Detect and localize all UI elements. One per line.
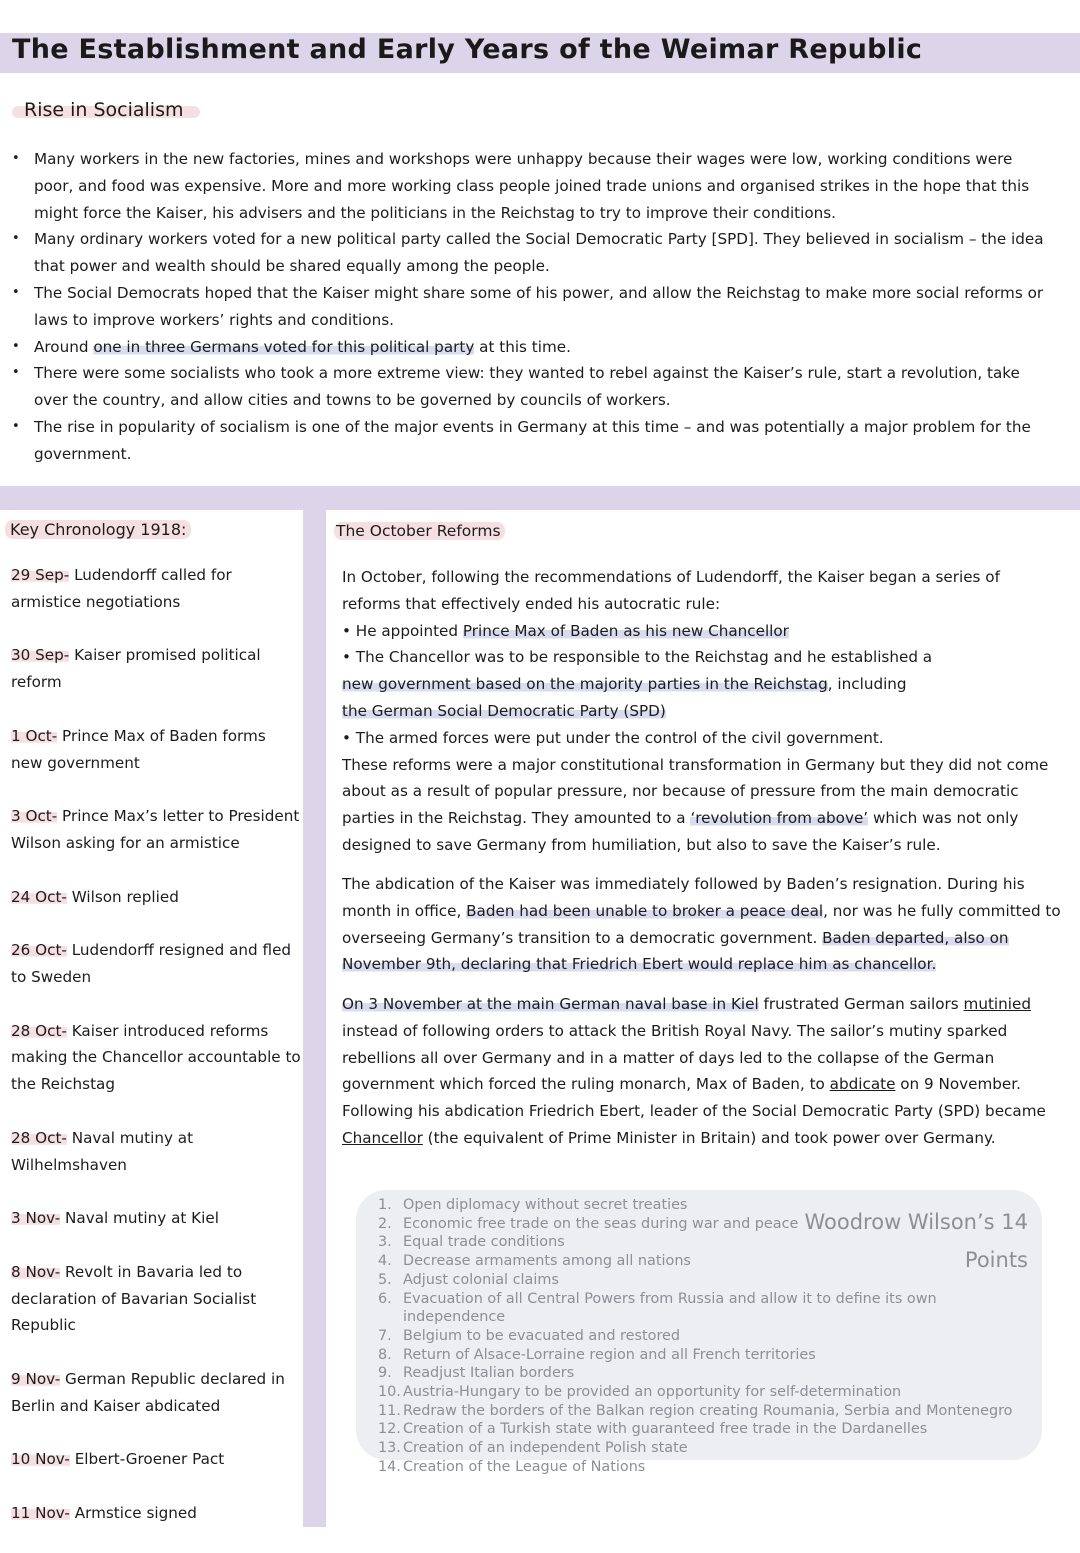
point-item — [378, 1233, 1038, 1252]
point-number: 8. — [378, 1346, 392, 1363]
event-text: Kaiser introduced reforms making the Chancellor accountable to the Reichstag — [11, 1021, 301, 1094]
text-run: on 9 November. Following his abdication Friedrich Ebert, leader of the Social Democratic Party (SPD) became — [342, 1075, 1046, 1121]
chronology-item — [11, 1018, 301, 1098]
point-item — [378, 1420, 1038, 1439]
text-run: (the equivalent of Prime Minister in Britain) and took power over Germany. — [422, 1128, 996, 1147]
event-text: Naval mutiny at Wilhelmshaven — [11, 1128, 194, 1174]
bullet-text: • The Chancellor was to be responsible to the Reichstag and he established a — [342, 648, 933, 667]
point-number: 7. — [378, 1327, 392, 1344]
paragraph-text — [342, 752, 1062, 859]
event-text: Ludendorff called for armistice negotiations — [11, 566, 232, 611]
point-text: Adjust colonial claims — [403, 1271, 559, 1288]
event-date: 3 Nov- — [11, 1209, 61, 1228]
point-item — [378, 1439, 1038, 1458]
chronology-item — [11, 642, 301, 696]
event-text: Armstice signed — [69, 1503, 197, 1522]
point-text: Creation of an independent Polish state — [403, 1440, 688, 1457]
paragraph-text: In October, following the recommendations of Ludendorff, the Kaiser began a series of reforms that effectively ended his autocratic rule: — [342, 568, 1000, 613]
event-text: Kaiser promised political reform — [11, 646, 261, 692]
event-date: 11 Nov- — [11, 1503, 70, 1522]
bullet-text: There were some socialists who took a more extreme view: they wanted to rebel against the Kaiser’s rule, start a revolution, take over the country, and allow cities and towns to be governed by councils of workers. — [34, 364, 1020, 410]
event-text: Ludendorff resigned and fled to Sweden — [11, 941, 292, 986]
chronology-item — [11, 1500, 301, 1527]
event-date: 28 Oct- — [11, 1128, 67, 1147]
bullet-item — [12, 414, 1052, 468]
point-number: 2. — [378, 1215, 392, 1232]
point-item — [378, 1290, 1038, 1327]
page-title: The Establishment and Early Years of the Weimar Republic — [12, 34, 923, 65]
point-number: 10. — [378, 1384, 401, 1401]
bullet-item — [12, 360, 1052, 414]
event-date: 28 Oct- — [11, 1021, 67, 1040]
point-number: 12. — [378, 1421, 401, 1438]
chronology-item — [11, 723, 301, 777]
point-number: 6. — [378, 1290, 392, 1307]
bullet-text: The Social Democrats hoped that the Kaiser might share some of his power, and allow the Reichstag to make more social reforms or laws to improve workers’ rights and conditions. — [34, 283, 1044, 329]
paragraph-text — [342, 871, 1062, 978]
reform-bullet — [342, 618, 1062, 645]
point-item — [378, 1252, 1038, 1271]
chronology-item — [11, 1125, 301, 1179]
point-item — [378, 1196, 1038, 1215]
chronology-item — [11, 562, 301, 616]
text-run: frustrated German sailors — [758, 995, 964, 1013]
october-reforms-heading: The October Reforms — [334, 522, 505, 540]
event-date: 10 Nov- — [11, 1450, 70, 1469]
point-item — [378, 1215, 1038, 1234]
event-date: 8 Nov- — [11, 1262, 61, 1281]
event-text: Revolt in Bavaria led to declaration of Bavarian Socialist Republic — [11, 1262, 257, 1335]
point-text: Economic free trade on the seas during war and peace — [403, 1215, 799, 1232]
point-text: Readjust Italian borders — [403, 1365, 575, 1382]
column-divider — [303, 486, 326, 1527]
event-date: 29 Sep- — [11, 566, 70, 584]
event-text: Elbert-Groener Pact — [69, 1450, 225, 1469]
chronology-item — [11, 1259, 301, 1339]
event-text: Prince Max of Baden forms new government — [11, 726, 266, 772]
bullet-item — [12, 226, 1052, 280]
point-item — [378, 1346, 1038, 1365]
paragraph-text — [342, 991, 1062, 1152]
point-number: 1. — [378, 1197, 392, 1213]
point-number: 13. — [378, 1440, 401, 1457]
point-number: 14. — [378, 1458, 401, 1475]
highlighted-text: the German Social Democratic Party (SPD) — [342, 701, 666, 720]
highlighted-text: Baden departed, also on November 9th, declaring that Friedrich Ebert would replace him as chancellor. — [342, 928, 1009, 974]
point-item — [378, 1271, 1038, 1290]
text-run: The abdication of the Kaiser was immediately followed by Baden’s resignation. During his month in office, — [342, 875, 1025, 920]
event-date: 30 Sep- — [11, 646, 70, 665]
point-text: Return of Alsace-Lorraine region and all French territories — [403, 1346, 816, 1363]
bullet-text: , including — [827, 675, 907, 694]
event-date: 3 Oct- — [11, 807, 58, 826]
highlighted-text: one in three Germans voted for this political party — [93, 337, 475, 356]
bullet-text: Many ordinary workers voted for a new political party called the Social Democratic Party [SPD]. They believed in socialism – the idea that power and wealth should be shared equally among the people. — [34, 230, 1044, 276]
event-date: 1 Oct- — [11, 726, 58, 745]
text-run: These reforms were a major constitutional transformation in Germany but they did not come about as a result of popular pressure, nor because of pressure from the main democratic parties in the Reichstag. They amounted to a — [342, 755, 1049, 828]
chronology-item — [11, 1446, 301, 1473]
bullet-item — [12, 280, 1052, 334]
event-text: Wilson replied — [66, 887, 179, 906]
event-date: 24 Oct- — [11, 887, 67, 906]
section-divider-band — [0, 486, 1080, 510]
bullet-item — [12, 334, 1052, 361]
bullet-item — [12, 146, 1052, 226]
underlined-term: abdicate — [829, 1075, 896, 1094]
point-number: 5. — [378, 1271, 392, 1288]
text-run: which was not only designed to save Germany from humiliation, but also to save the Kaiser’s rule. — [342, 809, 1019, 854]
bullet-text: Many workers in the new factories, mines and workshops were unhappy because their wages were low, working conditions were poor, and food was expensive. More and more working class people joined trade unions and organised strikes in the hope that this might force the Kaiser, his advisers and the politicians in the Reichstag to try to improve their conditions. — [34, 150, 1030, 222]
underlined-term: Chancellor — [342, 1128, 423, 1147]
event-text: Prince Max’s letter to President Wilson asking for an armistice — [11, 807, 300, 852]
bullet-text: at this time. — [474, 337, 571, 356]
point-number: 3. — [378, 1234, 392, 1251]
socialism-bullet-list — [12, 146, 1052, 468]
point-item — [378, 1364, 1038, 1383]
point-text: Creation of the League of Nations — [403, 1458, 646, 1475]
title-line: Points — [964, 1248, 1028, 1272]
event-date: 9 Nov- — [11, 1369, 61, 1388]
point-text: Austria-Hungary to be provided an opportunity for self-determination — [403, 1384, 902, 1401]
highlighted-text: Prince Max of Baden as his new Chancellor — [462, 621, 789, 640]
highlighted-text: ‘revolution from above’ — [690, 809, 869, 828]
october-reforms-paragraph — [342, 564, 1062, 859]
chronology-item — [11, 803, 301, 857]
point-text: Open diplomacy without secret treaties — [403, 1197, 688, 1213]
title-line: Woodrow Wilson’s 14 — [804, 1210, 1028, 1234]
point-number: 11. — [378, 1402, 401, 1419]
chronology-item — [11, 937, 301, 991]
highlighted-text: Baden had been unable to broker a peace deal — [466, 901, 824, 920]
chronology-item — [11, 1205, 301, 1232]
point-text: Equal trade conditions — [403, 1234, 565, 1251]
section-heading-rise-in-socialism: Rise in Socialism — [24, 99, 184, 121]
point-item — [378, 1383, 1038, 1402]
point-text: Evacuation of all Central Powers from Russia and allow it to define its own independence — [403, 1290, 937, 1326]
point-text: Creation of a Turkish state with guaranteed free trade in the Dardanelles — [403, 1421, 928, 1438]
bullet-text: • He appointed — [342, 621, 463, 640]
chronology-item — [11, 1366, 301, 1420]
underlined-term: mutinied — [963, 995, 1031, 1013]
point-text: Belgium to be evacuated and restored — [403, 1327, 681, 1344]
bullet-text: The rise in popularity of socialism is one of the major events in Germany at this time – and was potentially a major problem for the government. — [34, 417, 1031, 463]
event-text: Naval mutiny at Kiel — [60, 1209, 219, 1228]
point-item — [378, 1458, 1038, 1477]
point-text: Decrease armaments among all nations — [403, 1253, 691, 1270]
chronology-item — [11, 884, 301, 911]
point-number: 4. — [378, 1253, 392, 1270]
reform-bullet — [342, 644, 1062, 724]
reform-bullet: • The armed forces were put under the control of the civil government. — [342, 728, 884, 747]
chronology-list — [11, 562, 301, 1553]
event-text: German Republic declared in Berlin and Kaiser abdicated — [11, 1369, 285, 1415]
bullet-text: Around — [34, 337, 94, 356]
abdication-paragraph — [342, 871, 1062, 978]
point-text: Redraw the borders of the Balkan region creating Roumania, Serbia and Montenegro — [403, 1402, 1013, 1419]
text-run: instead of following orders to attack the British Royal Navy. The sailor’s mutiny sparked rebellions all over Germany and in a matter of days led to the collapse of the German government which forced the ruling monarch, Max of Baden, to — [342, 1021, 1008, 1094]
point-item — [378, 1327, 1038, 1346]
text-run: , nor was he fully committed to overseeing Germany’s transition to a democratic government. — [342, 901, 1061, 947]
wilson-points-list — [378, 1196, 1038, 1477]
point-item — [378, 1402, 1038, 1421]
point-number: 9. — [378, 1365, 392, 1382]
chronology-heading: Key Chronology 1918: — [5, 520, 191, 539]
kiel-mutiny-paragraph — [342, 991, 1062, 1152]
event-date: 26 Oct- — [11, 941, 67, 960]
highlighted-text: On 3 November at the main German naval base in Kiel — [342, 995, 759, 1013]
highlighted-text: new government based on the majority parties in the Reichstag — [342, 675, 828, 694]
